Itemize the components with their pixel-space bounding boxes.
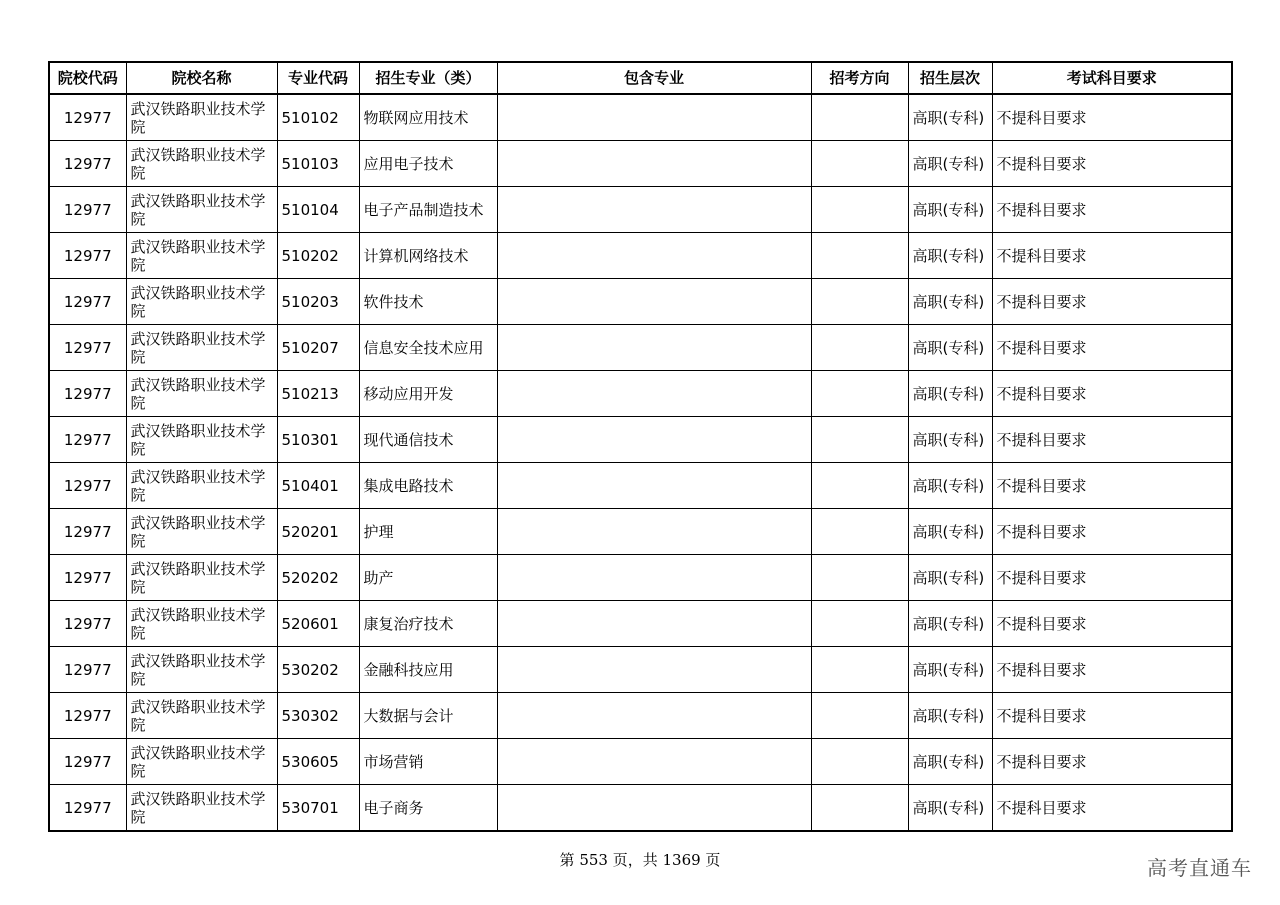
includes-cell [497, 325, 811, 371]
table-row [49, 325, 1232, 371]
school-name-cell: 武汉铁路职业技术学院 [126, 94, 277, 141]
school-code-cell: 12977 [49, 325, 126, 371]
school-code-cell: 12977 [49, 693, 126, 739]
includes-cell [497, 647, 811, 693]
level-cell: 高职(专科) [908, 601, 992, 647]
includes-cell [497, 187, 811, 233]
requirement-cell: 不提科目要求 [992, 739, 1232, 785]
level-cell: 高职(专科) [908, 141, 992, 187]
table-row [49, 739, 1232, 785]
major-cell: 大数据与会计 [359, 693, 497, 739]
admissions-table [48, 61, 1233, 832]
direction-cell [811, 233, 908, 279]
school-name-cell: 武汉铁路职业技术学院 [126, 509, 277, 555]
includes-cell [497, 555, 811, 601]
major-cell: 电子产品制造技术 [359, 187, 497, 233]
major-code-cell: 530302 [277, 693, 359, 739]
school-code-cell: 12977 [49, 94, 126, 141]
major-code-cell: 510104 [277, 187, 359, 233]
header-school-code: 院校代码 [49, 62, 126, 94]
level-cell: 高职(专科) [908, 739, 992, 785]
direction-cell [811, 325, 908, 371]
includes-cell [497, 463, 811, 509]
level-cell: 高职(专科) [908, 371, 992, 417]
table-row [49, 187, 1232, 233]
requirement-cell: 不提科目要求 [992, 647, 1232, 693]
major-cell: 助产 [359, 555, 497, 601]
school-code-cell: 12977 [49, 601, 126, 647]
major-code-cell: 510401 [277, 463, 359, 509]
table-row [49, 94, 1232, 141]
requirement-cell: 不提科目要求 [992, 785, 1232, 832]
table-row [49, 647, 1232, 693]
requirement-cell: 不提科目要求 [992, 509, 1232, 555]
header-school-name: 院校名称 [126, 62, 277, 94]
table-row [49, 233, 1232, 279]
includes-cell [497, 141, 811, 187]
school-code-cell: 12977 [49, 785, 126, 832]
major-cell: 电子商务 [359, 785, 497, 832]
table-row [49, 141, 1232, 187]
major-code-cell: 530202 [277, 647, 359, 693]
school-name-cell: 武汉铁路职业技术学院 [126, 233, 277, 279]
direction-cell [811, 739, 908, 785]
requirement-cell: 不提科目要求 [992, 279, 1232, 325]
school-name-cell: 武汉铁路职业技术学院 [126, 371, 277, 417]
table-row [49, 785, 1232, 832]
major-cell: 市场营销 [359, 739, 497, 785]
school-name-cell: 武汉铁路职业技术学院 [126, 187, 277, 233]
major-cell: 移动应用开发 [359, 371, 497, 417]
major-cell: 护理 [359, 509, 497, 555]
major-code-cell: 520601 [277, 601, 359, 647]
includes-cell [497, 279, 811, 325]
direction-cell [811, 279, 908, 325]
header-major: 招生专业（类） [359, 62, 497, 94]
requirement-cell: 不提科目要求 [992, 601, 1232, 647]
direction-cell [811, 371, 908, 417]
school-name-cell: 武汉铁路职业技术学院 [126, 647, 277, 693]
major-cell: 集成电路技术 [359, 463, 497, 509]
header-includes: 包含专业 [497, 62, 811, 94]
direction-cell [811, 555, 908, 601]
requirement-cell: 不提科目要求 [992, 463, 1232, 509]
level-cell: 高职(专科) [908, 187, 992, 233]
level-cell: 高职(专科) [908, 94, 992, 141]
requirement-cell: 不提科目要求 [992, 555, 1232, 601]
table-row [49, 601, 1232, 647]
header-level: 招生层次 [908, 62, 992, 94]
major-code-cell: 530701 [277, 785, 359, 832]
major-cell: 康复治疗技术 [359, 601, 497, 647]
school-code-cell: 12977 [49, 555, 126, 601]
school-name-cell: 武汉铁路职业技术学院 [126, 555, 277, 601]
direction-cell [811, 509, 908, 555]
requirement-cell: 不提科目要求 [992, 94, 1232, 141]
requirement-cell: 不提科目要求 [992, 141, 1232, 187]
includes-cell [497, 693, 811, 739]
direction-cell [811, 187, 908, 233]
major-code-cell: 510207 [277, 325, 359, 371]
watermark-text: 高考直通车 [1147, 856, 1252, 880]
table-row [49, 555, 1232, 601]
school-code-cell: 12977 [49, 279, 126, 325]
school-code-cell: 12977 [49, 233, 126, 279]
school-code-cell: 12977 [49, 463, 126, 509]
major-cell: 计算机网络技术 [359, 233, 497, 279]
school-name-cell: 武汉铁路职业技术学院 [126, 785, 277, 832]
direction-cell [811, 647, 908, 693]
major-cell: 软件技术 [359, 279, 497, 325]
major-code-cell: 510301 [277, 417, 359, 463]
direction-cell [811, 94, 908, 141]
level-cell: 高职(专科) [908, 417, 992, 463]
school-code-cell: 12977 [49, 187, 126, 233]
includes-cell [497, 739, 811, 785]
requirement-cell: 不提科目要求 [992, 187, 1232, 233]
major-code-cell: 510102 [277, 94, 359, 141]
school-code-cell: 12977 [49, 371, 126, 417]
level-cell: 高职(专科) [908, 785, 992, 832]
school-code-cell: 12977 [49, 509, 126, 555]
school-name-cell: 武汉铁路职业技术学院 [126, 417, 277, 463]
level-cell: 高职(专科) [908, 555, 992, 601]
major-cell: 金融科技应用 [359, 647, 497, 693]
major-code-cell: 510213 [277, 371, 359, 417]
includes-cell [497, 785, 811, 832]
table-row [49, 463, 1232, 509]
direction-cell [811, 601, 908, 647]
level-cell: 高职(专科) [908, 693, 992, 739]
major-cell: 现代通信技术 [359, 417, 497, 463]
level-cell: 高职(专科) [908, 647, 992, 693]
major-cell: 应用电子技术 [359, 141, 497, 187]
level-cell: 高职(专科) [908, 233, 992, 279]
major-code-cell: 520202 [277, 555, 359, 601]
major-code-cell: 520201 [277, 509, 359, 555]
direction-cell [811, 785, 908, 832]
requirement-cell: 不提科目要求 [992, 233, 1232, 279]
school-name-cell: 武汉铁路职业技术学院 [126, 601, 277, 647]
major-cell: 物联网应用技术 [359, 94, 497, 141]
includes-cell [497, 417, 811, 463]
requirement-cell: 不提科目要求 [992, 417, 1232, 463]
includes-cell [497, 233, 811, 279]
requirement-cell: 不提科目要求 [992, 371, 1232, 417]
header-major-code: 专业代码 [277, 62, 359, 94]
school-name-cell: 武汉铁路职业技术学院 [126, 693, 277, 739]
table-row [49, 279, 1232, 325]
school-code-cell: 12977 [49, 739, 126, 785]
requirement-cell: 不提科目要求 [992, 325, 1232, 371]
page-number: 第 553 页，共 1369 页 [559, 851, 721, 869]
includes-cell [497, 94, 811, 141]
major-code-cell: 510203 [277, 279, 359, 325]
includes-cell [497, 371, 811, 417]
major-cell: 信息安全技术应用 [359, 325, 497, 371]
school-name-cell: 武汉铁路职业技术学院 [126, 325, 277, 371]
direction-cell [811, 417, 908, 463]
school-name-cell: 武汉铁路职业技术学院 [126, 463, 277, 509]
level-cell: 高职(专科) [908, 325, 992, 371]
includes-cell [497, 601, 811, 647]
requirement-cell: 不提科目要求 [992, 693, 1232, 739]
school-code-cell: 12977 [49, 141, 126, 187]
table-row [49, 693, 1232, 739]
major-code-cell: 530605 [277, 739, 359, 785]
school-code-cell: 12977 [49, 647, 126, 693]
direction-cell [811, 141, 908, 187]
header-row [49, 62, 1232, 94]
level-cell: 高职(专科) [908, 279, 992, 325]
level-cell: 高职(专科) [908, 463, 992, 509]
major-code-cell: 510103 [277, 141, 359, 187]
direction-cell [811, 463, 908, 509]
table-row [49, 371, 1232, 417]
school-name-cell: 武汉铁路职业技术学院 [126, 739, 277, 785]
school-name-cell: 武汉铁路职业技术学院 [126, 279, 277, 325]
major-code-cell: 510202 [277, 233, 359, 279]
includes-cell [497, 509, 811, 555]
table-row [49, 417, 1232, 463]
school-code-cell: 12977 [49, 417, 126, 463]
header-direction: 招考方向 [811, 62, 908, 94]
header-requirement: 考试科目要求 [992, 62, 1232, 94]
table-row [49, 509, 1232, 555]
level-cell: 高职(专科) [908, 509, 992, 555]
school-name-cell: 武汉铁路职业技术学院 [126, 141, 277, 187]
direction-cell [811, 693, 908, 739]
